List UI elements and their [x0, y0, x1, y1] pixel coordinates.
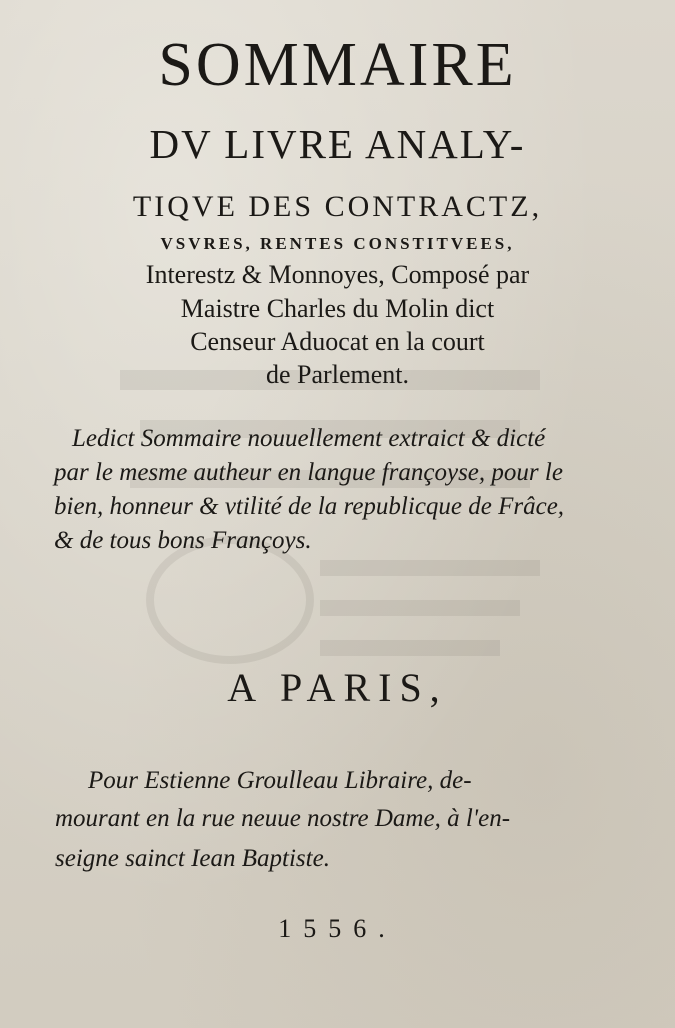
subtitle-line-3: Censeur Aduocat en la court: [190, 327, 485, 356]
title-line-2: DV LIVRE ANALY-: [149, 121, 526, 167]
imprint-line-1: Pour Estienne Groulleau Libraire, de-: [88, 767, 472, 794]
imprint-line-3: seigne sainct Iean Baptiste.: [55, 845, 330, 872]
title-line-1: SOMMAIRE: [158, 31, 517, 99]
title-line-3: TIQVE DES CONTRACTZ,: [132, 190, 543, 223]
imprint-place: A PARIS,: [227, 665, 448, 710]
note-line-3: bien, honneur & vtilité de la republicque de Frâce,: [54, 493, 565, 520]
subtitle-line-1: Interestz & Monnoyes, Composé par: [145, 260, 530, 289]
title-line-4: VSVRES, RENTES CONSTITVEES,: [160, 234, 515, 253]
subtitle-line-2: Maistre Charles du Molin dict: [180, 294, 495, 323]
imprint-line-2: mourant en la rue neuue nostre Dame, à l'en-: [55, 805, 511, 832]
imprint-year: 1556.: [278, 914, 397, 943]
subtitle-line-4: de Parlement.: [266, 360, 409, 389]
note-line-1: Ledict Sommaire nouuellement extraict & dicté: [72, 425, 546, 452]
note-line-2: par le mesme autheur en langue françoyse, pour le: [54, 459, 563, 486]
show-through-mark: [110, 360, 570, 690]
note-line-4: & de tous bons Françoys.: [54, 527, 312, 554]
